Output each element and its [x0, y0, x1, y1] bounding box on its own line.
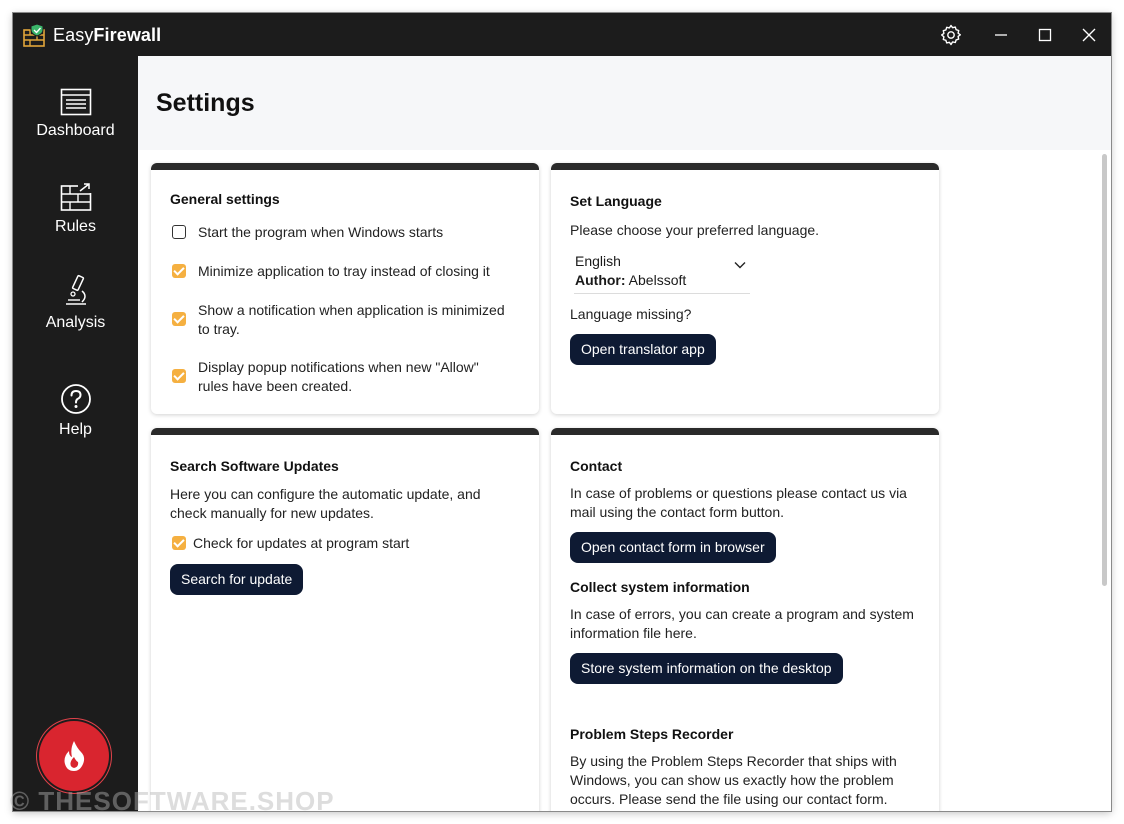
start-with-windows-checkbox[interactable]	[172, 225, 186, 239]
sidebar-item-analysis[interactable]	[13, 274, 138, 354]
watermark: © THESOFTWARE.SHOP	[10, 786, 335, 816]
general-settings-title: General settings	[170, 191, 280, 207]
minimize-to-tray-label: Minimize application to tray instead of closing it	[198, 263, 490, 279]
allow-popup-line1: Display popup notifications when new "Allow"	[198, 359, 479, 375]
contact-card	[551, 428, 939, 811]
author-label: Author:	[575, 272, 626, 288]
allow-popup-line2: rules have been created.	[198, 378, 353, 394]
language-author	[575, 272, 686, 288]
rules-icon	[60, 182, 92, 212]
psr-title: Problem Steps Recorder	[570, 726, 734, 742]
allow-popup-checkbox[interactable]	[172, 369, 186, 383]
updates-card	[151, 428, 539, 811]
close-icon	[1082, 28, 1096, 42]
app-title	[53, 25, 161, 46]
general-settings-card	[151, 163, 539, 414]
language-dropdown[interactable]	[574, 253, 750, 294]
language-prompt: Please choose your preferred language.	[570, 222, 820, 238]
sysinfo-line1: In case of errors, you can create a program and system	[570, 606, 914, 622]
minimize-button[interactable]	[979, 13, 1023, 56]
language-title: Set Language	[570, 193, 662, 209]
minimize-icon	[994, 28, 1008, 42]
search-update-button[interactable]: Search for update	[170, 564, 303, 595]
microscope-icon	[62, 274, 90, 308]
tray-notification-label	[198, 301, 505, 339]
sidebar-item-rules[interactable]	[13, 182, 138, 262]
app-title-firewall: Firewall	[93, 25, 162, 45]
sidebar	[13, 56, 138, 811]
firewall-logo-icon	[23, 23, 45, 47]
sidebar-item-label: Dashboard	[36, 122, 115, 139]
selected-language: English	[575, 253, 621, 269]
tray-notification-line1: Show a notification when application is minimized	[198, 302, 505, 318]
settings-content	[138, 150, 1111, 811]
vertical-scrollbar[interactable]	[1102, 154, 1107, 586]
updates-desc-line1: Here you can configure the automatic update, and	[170, 486, 481, 502]
sysinfo-line2: information file here.	[570, 625, 697, 641]
settings-button[interactable]	[929, 13, 973, 56]
updates-description	[170, 485, 481, 523]
flame-icon	[61, 740, 87, 772]
psr-line1: By using the Problem Steps Recorder that ships with	[570, 753, 897, 769]
app-title-easy: Easy	[53, 25, 94, 45]
firewall-toggle-button[interactable]	[39, 721, 109, 791]
contact-desc-line2: mail using the contact form button.	[570, 504, 784, 520]
app-window	[13, 13, 1111, 811]
open-translator-button[interactable]: Open translator app	[570, 334, 716, 365]
updates-title: Search Software Updates	[170, 458, 339, 474]
author-value: Abelssoft	[628, 272, 687, 288]
sidebar-item-label: Analysis	[45, 314, 106, 331]
language-card	[551, 163, 939, 414]
contact-description	[570, 484, 907, 522]
sidebar-item-dashboard[interactable]	[13, 88, 138, 168]
contact-desc-line1: In case of problems or questions please contact us via	[570, 485, 907, 501]
sysinfo-description	[570, 605, 914, 643]
title-bar	[13, 13, 1111, 56]
page-header	[138, 56, 1111, 150]
contact-title: Contact	[570, 458, 623, 474]
sysinfo-title: Collect system information	[570, 579, 750, 595]
updates-desc-line2: check manually for new updates.	[170, 505, 374, 521]
page-title: Settings	[156, 89, 255, 117]
check-updates-checkbox[interactable]	[172, 536, 186, 550]
open-contact-form-button[interactable]: Open contact form in browser	[570, 532, 776, 563]
start-with-windows-label: Start the program when Windows starts	[198, 224, 444, 240]
tray-notification-line2: to tray.	[198, 321, 240, 337]
sidebar-item-label: Rules	[55, 218, 96, 235]
language-missing-text: Language missing?	[570, 306, 692, 322]
sidebar-item-help[interactable]	[13, 383, 138, 463]
psr-line2: Windows, you can show us exactly how the problem	[570, 772, 894, 788]
gear-icon	[939, 23, 963, 47]
check-updates-label: Check for updates at program start	[193, 535, 410, 551]
psr-description	[570, 752, 897, 809]
store-sysinfo-button[interactable]: Store system information on the desktop	[570, 653, 843, 684]
chevron-down-icon	[734, 261, 746, 269]
maximize-icon	[1038, 28, 1052, 42]
tray-notification-checkbox[interactable]	[172, 312, 186, 326]
dashboard-icon	[60, 88, 92, 116]
maximize-button[interactable]	[1023, 13, 1067, 56]
close-button[interactable]	[1067, 13, 1111, 56]
sidebar-item-label: Help	[59, 421, 92, 438]
help-icon	[60, 383, 92, 415]
allow-popup-label	[198, 358, 479, 396]
minimize-to-tray-checkbox[interactable]	[172, 264, 186, 278]
psr-line3: occurs. Please send the file using our contact form.	[570, 791, 888, 807]
